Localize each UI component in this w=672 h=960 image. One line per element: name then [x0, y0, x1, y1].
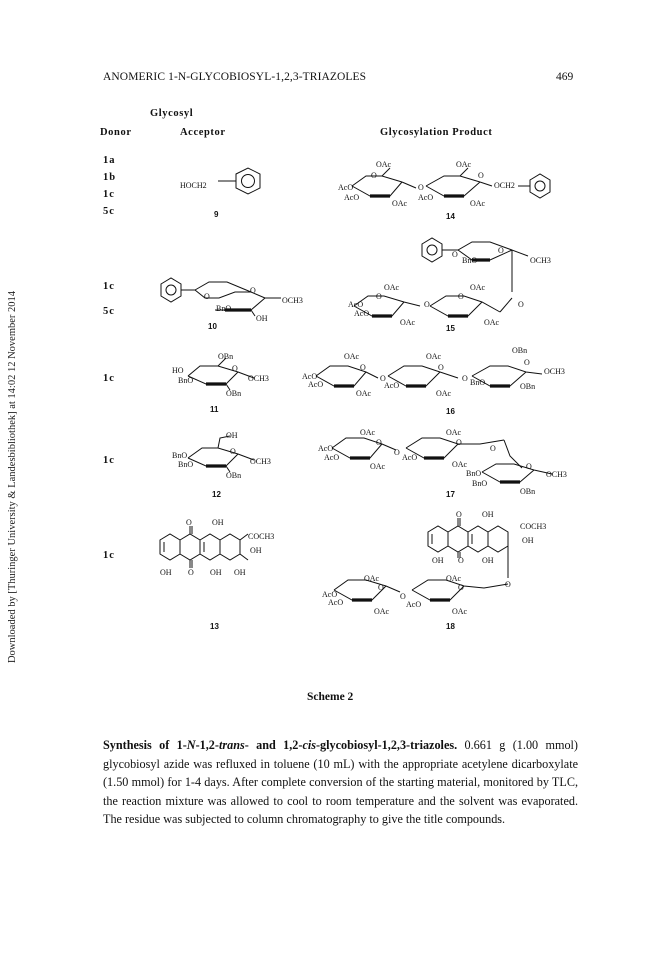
product-18-structure	[320, 500, 570, 620]
running-title: ANOMERIC 1-N-GLYCOBIOSYL-1,2,3-TRIAZOLES	[103, 71, 367, 83]
oac-label: OAc	[344, 352, 360, 361]
och3-label: OCH3	[530, 256, 551, 265]
obn-label: OBn	[226, 389, 242, 398]
ring-oxygen-label: O	[376, 438, 382, 447]
aco-label: AcO	[308, 380, 324, 389]
heading-part: -glycobiosyl-1,2,3-triazoles.	[316, 738, 458, 752]
och3-label: OCH3	[248, 374, 269, 383]
coch3-label: COCH3	[520, 522, 547, 531]
oac-label: OAc	[360, 428, 376, 437]
ring-oxygen-label: O	[498, 246, 504, 255]
acceptor-13-structure	[150, 520, 300, 580]
download-side-note: Downloaded by [Thuringer University & Landesbibliothek] at 14:02 12 November 2014	[7, 290, 18, 664]
oh-label: OH	[432, 556, 444, 565]
donor-label: 5c	[103, 206, 115, 217]
obn-label: OBn	[512, 346, 528, 355]
ring-oxygen-label: O	[526, 462, 532, 471]
oac-label: OAc	[470, 283, 486, 292]
bno-label: BnO	[470, 378, 486, 387]
aco-label: AcO	[406, 600, 422, 609]
aco-label: AcO	[348, 300, 364, 309]
ring-oxygen-label: O	[518, 300, 524, 309]
paragraph-text: 0.661 g (1.00 mmol) glycobiosyl azide was refluxed in toluene (10 mL) with the appropriate acetylene dicarboxylate (1.50 mmol) for 1-4 days. After complete conversion of the starting material, monitored by TLC, the reaction mixture was allowed to cool to room temperature and the solvent was evaporated. The residue was subjected to column chromatography to give the title compounds.	[103, 738, 578, 827]
oac-label: OAc	[356, 389, 372, 398]
oac-label: OAc	[470, 199, 486, 208]
compound-number: 17	[446, 490, 455, 499]
ring-oxygen-label: O	[188, 568, 194, 577]
obn-label: OBn	[520, 382, 536, 391]
ho-label: HO	[172, 366, 184, 375]
aco-label: AcO	[384, 381, 400, 390]
oac-label: OAc	[446, 428, 462, 437]
oac-label: OAc	[374, 607, 390, 616]
ring-oxygen-label: O	[376, 292, 382, 301]
oac-label: OAc	[364, 574, 380, 583]
donor-label: 1b	[103, 172, 117, 183]
heading-part: trans	[218, 738, 245, 752]
ring-oxygen-label: O	[378, 583, 384, 592]
ring-oxygen-label: O	[186, 518, 192, 527]
oac-label: OAc	[452, 607, 468, 616]
bno-label: BnO	[216, 304, 232, 313]
oac-label: OAc	[446, 574, 462, 583]
aco-label: AcO	[338, 183, 354, 192]
page-number: 469	[556, 71, 574, 83]
compound-number: 14	[446, 212, 455, 221]
scheme-caption: Scheme 2	[307, 691, 354, 703]
oac-label: OAc	[392, 199, 408, 208]
ring-oxygen-label: O	[452, 250, 458, 259]
aco-label: AcO	[328, 598, 344, 607]
donor-list-row-5	[103, 547, 115, 564]
oh-label: OH	[522, 536, 534, 545]
heading-part: -1,2-	[195, 738, 219, 752]
acceptor-9-structure	[178, 168, 268, 218]
compound-number: 10	[208, 322, 217, 331]
oh-label: OH	[210, 568, 222, 577]
bno-label: BnO	[472, 479, 488, 488]
oac-label: OAc	[370, 462, 386, 471]
ring-oxygen-label: O	[505, 580, 511, 589]
ring-oxygen-label: O	[400, 592, 406, 601]
ring-oxygen-label: O	[524, 358, 530, 367]
heading-part: Synthesis of 1-	[103, 738, 187, 752]
col-heading-product: Glycosylation Product	[380, 127, 493, 138]
aco-label: AcO	[344, 193, 360, 202]
och3-label: OCH3	[282, 296, 303, 305]
benzene-ring	[236, 168, 260, 194]
oh-label: OH	[482, 556, 494, 565]
bno-label: BnO	[178, 460, 194, 469]
aco-label: AcO	[402, 453, 418, 462]
ring-oxygen-label: O	[232, 364, 238, 373]
donor-list-row-3	[103, 370, 115, 387]
oac-label: OAc	[400, 318, 416, 327]
aco-label: AcO	[324, 453, 340, 462]
och3-label: OCH3	[250, 457, 271, 466]
oh-label: OH	[234, 568, 246, 577]
ring-oxygen-label: O	[394, 448, 400, 457]
section-heading	[103, 738, 457, 752]
och2-label: OCH2	[494, 181, 515, 190]
oac-label: OAc	[436, 389, 452, 398]
ring-oxygen-label: O	[424, 300, 430, 309]
oh-label: OH	[160, 568, 172, 577]
aco-label: AcO	[354, 309, 370, 318]
ring-oxygen-label: O	[458, 583, 464, 592]
obn-label: OBn	[218, 352, 234, 361]
donor-label: 1a	[103, 155, 116, 166]
aco-label: AcO	[322, 590, 338, 599]
col-heading-glycosyl: Glycosyl	[150, 108, 194, 119]
ring-oxygen-label: O	[490, 444, 496, 453]
product-15-structure	[340, 228, 580, 328]
donor-list-row-1	[103, 152, 116, 220]
ring-oxygen-label: O	[380, 374, 386, 383]
col-heading-acceptor: Acceptor	[180, 127, 226, 138]
oac-label: OAc	[456, 160, 472, 169]
compound-number: 18	[446, 622, 455, 631]
donor-list-row-4	[103, 452, 115, 469]
aco-label: AcO	[302, 372, 318, 381]
oac-label: OAc	[426, 352, 442, 361]
compound-number: 16	[446, 407, 455, 416]
compound-number: 13	[210, 622, 219, 631]
ring-oxygen-label: O	[371, 171, 377, 180]
compound-number: 12	[212, 490, 221, 499]
bno-label: BnO	[172, 451, 188, 460]
ring-oxygen-label: O	[478, 171, 484, 180]
ring-oxygen-label: O	[458, 292, 464, 301]
donor-label: 1c	[103, 455, 115, 466]
oac-label: OAc	[384, 283, 400, 292]
heading-part: cis	[302, 738, 316, 752]
oac-label: OAc	[452, 460, 468, 469]
obn-label: OBn	[226, 471, 242, 480]
coch3-label: COCH3	[248, 532, 275, 541]
ring-oxygen-label: O	[458, 556, 464, 565]
oh-label: OH	[250, 546, 262, 555]
oh-label: OH	[256, 314, 268, 323]
heading-part: - and 1,2-	[244, 738, 303, 752]
compound-number: 15	[446, 324, 455, 333]
ring-oxygen-label: O	[438, 363, 444, 372]
ring-oxygen-label: O	[204, 292, 210, 301]
donor-label: 1c	[103, 281, 115, 292]
compound-number: 9	[214, 210, 219, 219]
ring-oxygen-label: O	[456, 510, 462, 519]
ring-oxygen-label: O	[456, 438, 462, 447]
oh-label: OH	[482, 510, 494, 519]
bno-label: BnO	[178, 376, 194, 385]
aromatic-circle	[242, 175, 255, 188]
bno-label: BnO	[462, 256, 478, 265]
ring-oxygen-label: O	[230, 447, 236, 456]
obn-label: OBn	[520, 487, 536, 496]
donor-label: 1c	[103, 550, 115, 561]
ring-oxygen-label: O	[462, 374, 468, 383]
ring-oxygen-label: O	[360, 363, 366, 372]
compound-number: 11	[210, 405, 219, 414]
ring-oxygen-label: O	[418, 183, 424, 192]
oac-label: OAc	[376, 160, 392, 169]
heading-part: N	[186, 738, 196, 752]
aco-label: AcO	[318, 444, 334, 453]
oac-label: OAc	[484, 318, 500, 327]
oh-label: OH	[226, 431, 238, 440]
donor-list-row-2	[103, 274, 115, 324]
acceptor-9-hoch2-label: HOCH2	[180, 181, 207, 190]
donor-label: 1c	[103, 189, 115, 200]
bno-label: BnO	[466, 469, 482, 478]
body-paragraph	[103, 736, 578, 829]
och3-label: OCH3	[546, 470, 567, 479]
col-heading-donor: Donor	[100, 127, 132, 138]
ring-oxygen-label: O	[250, 286, 256, 295]
aco-label: AcO	[418, 193, 434, 202]
donor-label: 1c	[103, 373, 115, 384]
och3-label: OCH3	[544, 367, 565, 376]
oh-label: OH	[212, 518, 224, 527]
donor-label: 5c	[103, 306, 115, 317]
